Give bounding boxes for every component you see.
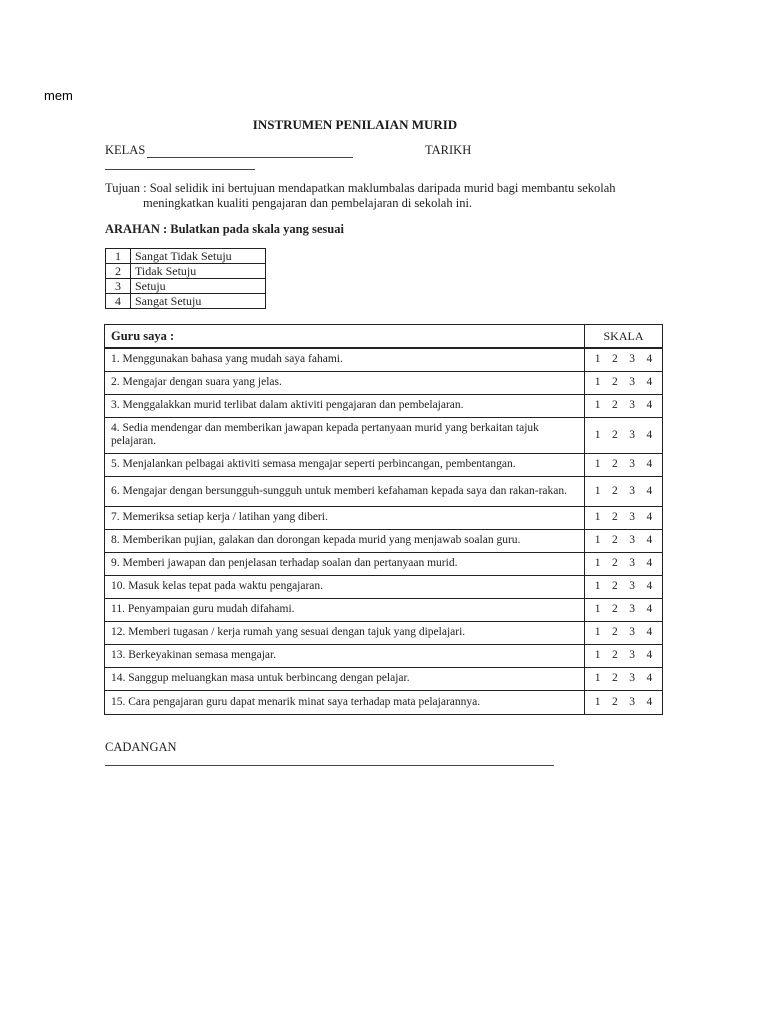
tarikh-label: TARIKH <box>425 143 472 157</box>
kelas-fill-line[interactable] <box>147 157 353 158</box>
scale-option-3[interactable]: 3 <box>629 695 635 708</box>
scale-option-4[interactable]: 4 <box>646 580 653 592</box>
scale-label: Sangat Setuju <box>131 294 266 309</box>
scale-cell <box>585 371 663 394</box>
scale-label: Tidak Setuju <box>131 264 266 279</box>
scale-option-3[interactable]: 3 <box>629 376 635 388</box>
question-text: 15. Cara pengajaran guru dapat menarik minat saya terhadap mata pelajarannya. <box>105 690 585 714</box>
scale-option-2[interactable]: 2 <box>612 603 618 615</box>
question-text: 9. Memberi jawapan dan penjelasan terhadap soalan dan pertanyaan murid. <box>105 552 585 575</box>
scale-option-3[interactable]: 3 <box>629 603 635 615</box>
scale-option-1[interactable]: 1 <box>594 672 601 684</box>
scale-option-1[interactable]: 1 <box>594 376 601 388</box>
scale-cell <box>585 529 663 552</box>
table-row <box>105 598 663 621</box>
table-row <box>105 575 663 598</box>
scale-legend-row <box>106 264 266 279</box>
scale-option-2[interactable]: 2 <box>612 626 618 638</box>
scale-number: 3 <box>106 279 131 294</box>
scale-cell <box>585 552 663 575</box>
scale-option-4[interactable]: 4 <box>646 399 653 411</box>
scale-option-2[interactable]: 2 <box>612 534 618 546</box>
scale-option-1[interactable]: 1 <box>594 649 601 661</box>
scale-option-3[interactable]: 3 <box>629 626 635 638</box>
page-title: INSTRUMEN PENILAIAN MURID <box>252 117 458 132</box>
scale-option-1[interactable]: 1 <box>594 458 601 470</box>
scale-options <box>585 696 662 709</box>
scale-option-4[interactable]: 4 <box>646 484 653 497</box>
scale-option-1[interactable]: 1 <box>594 534 601 546</box>
scale-legend-row <box>106 249 266 264</box>
scale-options <box>585 534 662 547</box>
scale-legend-row <box>106 279 266 294</box>
scale-cell <box>585 348 663 371</box>
scale-option-3[interactable]: 3 <box>629 534 635 546</box>
scale-cell <box>585 453 663 476</box>
scale-cell <box>585 476 663 506</box>
scale-option-2[interactable]: 2 <box>612 399 618 411</box>
scale-option-2[interactable]: 2 <box>612 511 618 523</box>
question-text: 4. Sedia mendengar dan memberikan jawapan kepada pertanyaan murid yang berkaitan tajuk pelajaran. <box>105 417 585 453</box>
question-text: 14. Sanggup meluangkan masa untuk berbincang dengan pelajar. <box>105 667 585 690</box>
scale-option-3[interactable]: 3 <box>629 511 635 523</box>
table-row <box>105 690 663 714</box>
scale-option-2[interactable]: 2 <box>612 353 618 366</box>
scale-option-1[interactable]: 1 <box>594 399 601 411</box>
question-text: 3. Menggalakkan murid terlibat dalam aktiviti pengajaran dan pembelajaran. <box>105 394 585 417</box>
scale-option-1[interactable]: 1 <box>594 580 601 592</box>
scale-option-4[interactable]: 4 <box>646 458 653 470</box>
scale-cell <box>585 575 663 598</box>
table-row <box>105 453 663 476</box>
scale-options <box>585 672 662 685</box>
scale-option-2[interactable]: 2 <box>612 580 618 592</box>
question-text: 13. Berkeyakinan semasa mengajar. <box>105 644 585 667</box>
scale-options <box>585 399 662 412</box>
scale-options <box>585 353 662 366</box>
scale-options <box>585 603 662 616</box>
scale-option-3[interactable]: 3 <box>629 672 635 684</box>
scale-option-3[interactable]: 3 <box>629 484 635 497</box>
scale-option-2[interactable]: 2 <box>612 428 618 441</box>
scale-options <box>585 485 662 498</box>
scale-option-3[interactable]: 3 <box>629 557 635 569</box>
question-text: 7. Memeriksa setiap kerja / latihan yang diberi. <box>105 506 585 529</box>
scale-cell <box>585 621 663 644</box>
table-row <box>105 394 663 417</box>
scale-option-4[interactable]: 4 <box>646 376 653 388</box>
scale-option-4[interactable]: 4 <box>646 649 653 661</box>
table-row <box>105 621 663 644</box>
table-row <box>105 371 663 394</box>
scale-option-1[interactable]: 1 <box>594 511 601 523</box>
scale-option-1[interactable]: 1 <box>594 557 601 569</box>
question-column-header: Guru saya : <box>105 325 585 349</box>
scale-options <box>585 511 662 524</box>
scale-option-2[interactable]: 2 <box>612 484 618 497</box>
question-text: 1. Menggunakan bahasa yang mudah saya fahami. <box>105 348 585 371</box>
table-row <box>105 348 663 371</box>
scale-option-1[interactable]: 1 <box>594 626 601 638</box>
scale-cell <box>585 598 663 621</box>
scale-option-4[interactable]: 4 <box>646 672 653 684</box>
scale-option-4[interactable]: 4 <box>646 353 653 366</box>
scale-option-1[interactable]: 1 <box>594 353 601 366</box>
scale-option-3[interactable]: 3 <box>629 353 635 366</box>
scale-option-4[interactable]: 4 <box>646 534 653 546</box>
scale-option-3[interactable]: 3 <box>629 649 635 661</box>
table-row <box>105 667 663 690</box>
scale-cell <box>585 644 663 667</box>
scale-option-4[interactable]: 4 <box>646 511 653 523</box>
table-row <box>105 417 663 453</box>
table-row <box>105 552 663 575</box>
scale-option-4[interactable]: 4 <box>646 428 653 441</box>
scale-options <box>585 429 662 442</box>
table-row <box>105 476 663 506</box>
scale-cell <box>585 394 663 417</box>
scale-option-2[interactable]: 2 <box>612 649 618 661</box>
scale-option-2[interactable]: 2 <box>612 557 618 569</box>
scale-legend-row <box>106 294 266 309</box>
assessment-table <box>104 324 663 715</box>
scale-cell <box>585 506 663 529</box>
scale-option-2[interactable]: 2 <box>612 376 618 388</box>
question-text: 12. Memberi tugasan / kerja rumah yang sesuai dengan tajuk yang dipelajari. <box>105 621 585 644</box>
scale-option-3[interactable]: 3 <box>629 428 635 441</box>
scale-option-2[interactable]: 2 <box>612 672 618 684</box>
header-note: mem <box>44 88 73 103</box>
purpose-text <box>105 181 625 211</box>
question-text: 2. Mengajar dengan suara yang jelas. <box>105 371 585 394</box>
scale-option-2[interactable]: 2 <box>612 458 618 470</box>
purpose-line-2: meningkatkan kualiti pengajaran dan pembelajaran di sekolah ini. <box>143 196 473 210</box>
scale-cell <box>585 690 663 714</box>
scale-option-1[interactable]: 1 <box>594 695 601 708</box>
scale-options <box>585 626 662 639</box>
scale-label: Setuju <box>131 279 266 294</box>
scale-column-header: SKALA <box>585 325 663 349</box>
question-text: 6. Mengajar dengan bersungguh-sungguh untuk memberi kefahaman kepada saya dan rakan-rakan. <box>105 476 585 506</box>
instruction-heading: ARAHAN : Bulatkan pada skala yang sesuai <box>105 222 344 236</box>
scale-option-4[interactable]: 4 <box>646 557 653 569</box>
scale-option-3[interactable]: 3 <box>629 458 635 470</box>
scale-cell <box>585 417 663 453</box>
scale-number: 4 <box>106 294 131 309</box>
question-text: 10. Masuk kelas tepat pada waktu pengajaran. <box>105 575 585 598</box>
cadangan-fill-line[interactable] <box>105 765 554 766</box>
scale-option-2[interactable]: 2 <box>612 695 618 708</box>
tarikh-fill-line[interactable] <box>105 169 255 170</box>
scale-cell <box>585 667 663 690</box>
table-row <box>105 644 663 667</box>
table-row <box>105 506 663 529</box>
scale-number: 1 <box>106 249 131 264</box>
scale-option-1[interactable]: 1 <box>594 484 601 497</box>
scale-options <box>585 649 662 662</box>
cadangan-label: CADANGAN <box>105 740 177 754</box>
table-header-row <box>105 325 663 349</box>
purpose-line-1: Tujuan : Soal selidik ini bertujuan mendapatkan maklumbalas daripada murid bagi membantu sekolah <box>105 181 616 195</box>
scale-options <box>585 376 662 389</box>
scale-option-1[interactable]: 1 <box>594 428 601 441</box>
scale-options <box>585 580 662 593</box>
scale-option-4[interactable]: 4 <box>646 695 653 708</box>
scale-option-4[interactable]: 4 <box>646 626 653 638</box>
question-text: 8. Memberikan pujian, galakan dan dorongan kepada murid yang menjawab soalan guru. <box>105 529 585 552</box>
scale-options <box>585 557 662 570</box>
question-text: 11. Penyampaian guru mudah difahami. <box>105 598 585 621</box>
scale-label: Sangat Tidak Setuju <box>131 249 266 264</box>
question-text: 5. Menjalankan pelbagai aktiviti semasa mengajar seperti perbincangan, pembentangan. <box>105 453 585 476</box>
scale-option-3[interactable]: 3 <box>629 399 635 411</box>
scale-number: 2 <box>106 264 131 279</box>
scale-option-4[interactable]: 4 <box>646 603 653 615</box>
kelas-label: KELAS <box>105 143 146 157</box>
scale-legend-table <box>105 248 266 309</box>
scale-option-3[interactable]: 3 <box>629 580 635 592</box>
scale-options <box>585 458 662 471</box>
table-row <box>105 529 663 552</box>
scale-option-1[interactable]: 1 <box>594 603 601 615</box>
